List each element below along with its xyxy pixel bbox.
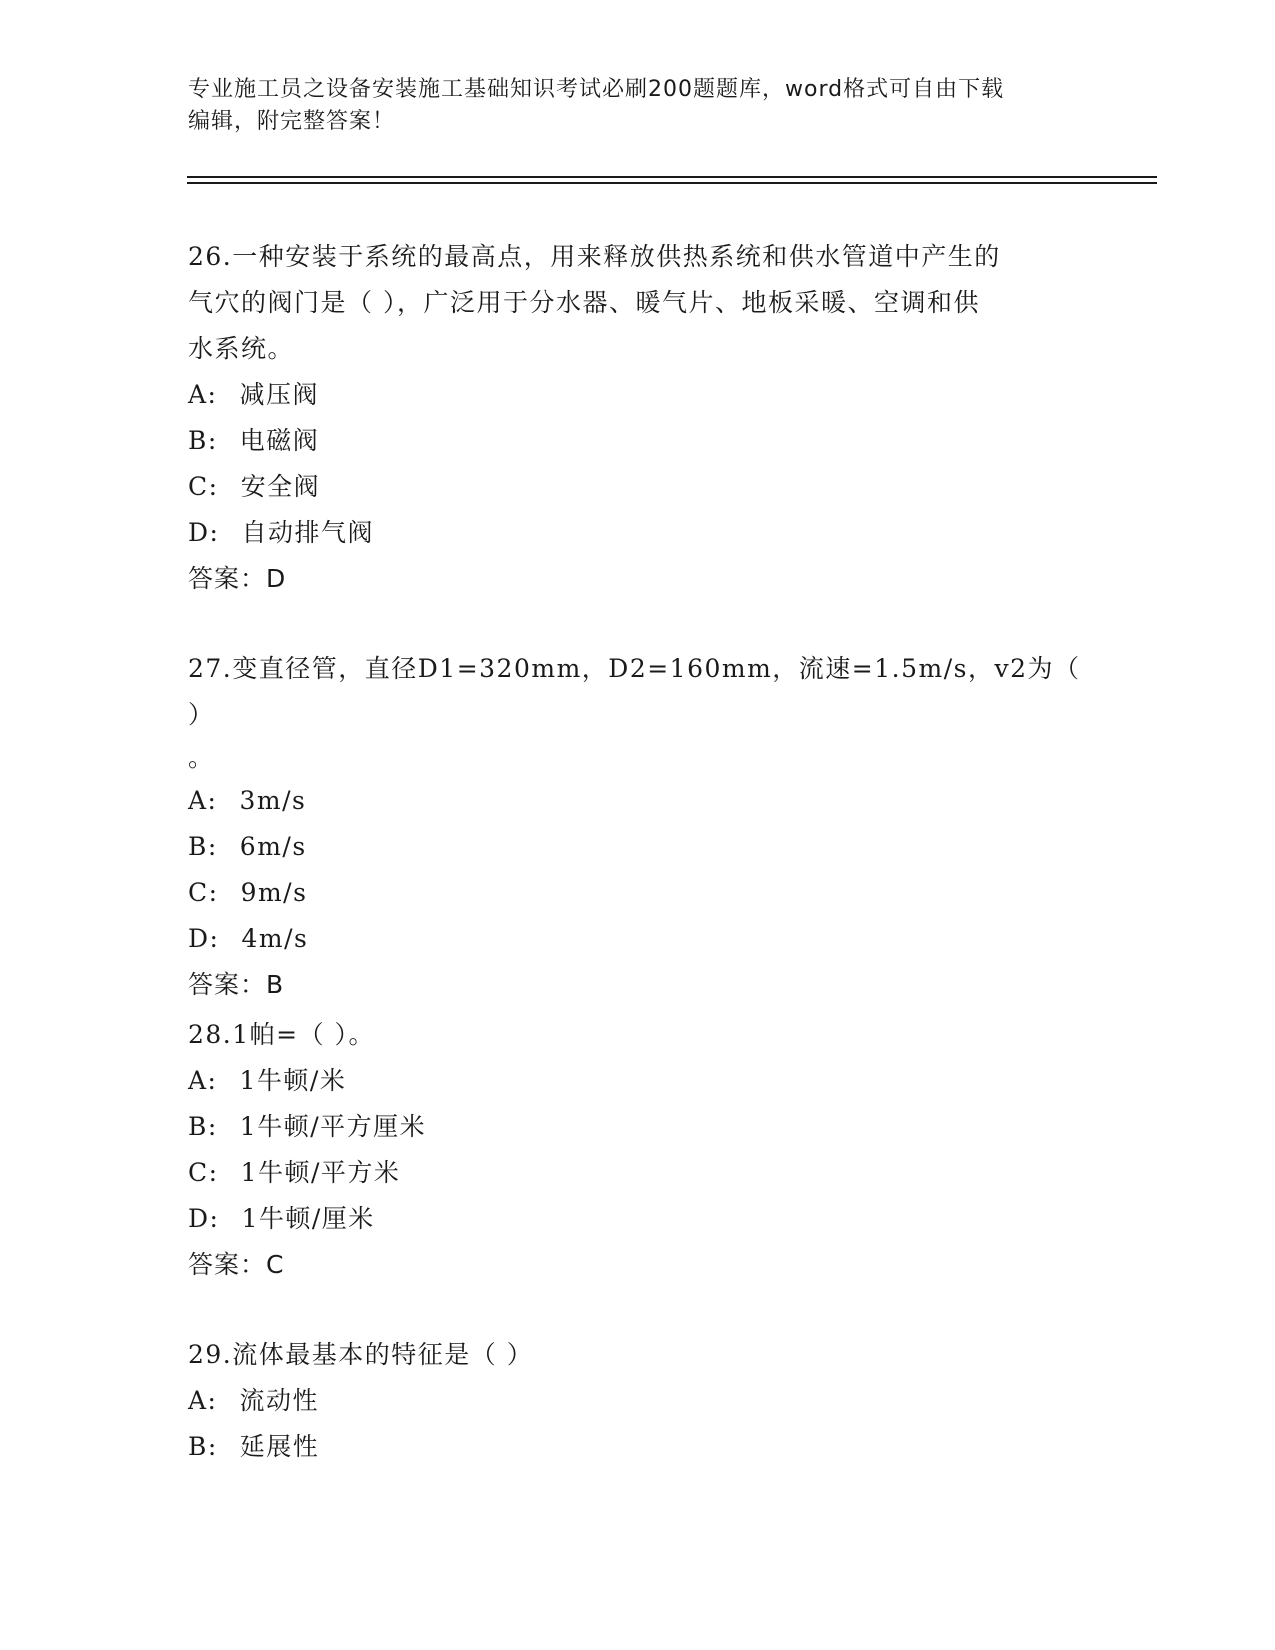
- header-divider-bottom: [187, 182, 1157, 184]
- header-title-line1: 专业施工员之设备安装施工基础知识考试必刷200题题库，word格式可自由下载: [188, 77, 1005, 102]
- option-a: [188, 1058, 1088, 1104]
- option-key: A:: [188, 1066, 218, 1095]
- option-d: [188, 1196, 1088, 1242]
- option-d: [188, 916, 1088, 962]
- option-text: 1牛顿/平方米: [240, 1158, 401, 1187]
- option-key: B:: [188, 832, 218, 861]
- question-stem-line: 29.流体最基本的特征是（ ）: [188, 1340, 534, 1369]
- answer-value: D: [266, 564, 287, 593]
- option-key: B:: [188, 1112, 218, 1141]
- option-c: [188, 464, 1088, 510]
- option-key: D:: [188, 1204, 220, 1233]
- option-c: [188, 870, 1088, 916]
- answer: [188, 962, 1088, 1008]
- question-stem-line: 气穴的阀门是（ ），广泛用于分水器、暖气片、地板采暖、空调和供: [188, 288, 980, 317]
- option-a: [188, 1378, 1088, 1424]
- option-key: A:: [188, 786, 218, 815]
- option-text: 减压阀: [239, 380, 319, 409]
- option-text: 1牛顿/厘米: [241, 1204, 375, 1233]
- option-key: C:: [188, 472, 219, 501]
- option-key: B:: [188, 426, 218, 455]
- answer-label: 答案：: [188, 564, 267, 593]
- question-stem-line: 。: [188, 743, 215, 772]
- question-stem-line: 27.变直径管，直径D1=320mm，D2=160mm，流速=1.5m/s，v2为（ ）: [188, 654, 1081, 729]
- header-title-line2: 编辑，附完整答案！: [188, 109, 396, 134]
- option-b: [188, 1104, 1088, 1150]
- option-key: A:: [188, 1386, 218, 1415]
- option-key: A:: [188, 380, 218, 409]
- option-a: [188, 778, 1088, 824]
- answer-value: B: [266, 970, 285, 999]
- option-d: [188, 510, 1088, 556]
- question-stem-line: 水系统。: [188, 334, 295, 363]
- question-26: [188, 234, 1088, 602]
- option-text: 电磁阀: [239, 426, 320, 455]
- answer: [188, 556, 1088, 602]
- question-stem-line: 26.一种安装于系统的最高点，用来释放供热系统和供水管道中产生的: [188, 242, 1001, 271]
- answer-value: C: [266, 1250, 285, 1279]
- answer: [188, 1242, 1088, 1288]
- header-divider-top: [187, 176, 1157, 178]
- question-stem-line: 28.1帕=（ ）。: [188, 1020, 376, 1049]
- option-key: D:: [188, 924, 220, 953]
- answer-label: 答案：: [188, 970, 267, 999]
- option-text: 9m/s: [240, 878, 308, 907]
- option-text: 3m/s: [239, 786, 307, 815]
- question-27: [188, 646, 1088, 1008]
- option-b: [188, 1424, 1088, 1470]
- option-b: [188, 824, 1088, 870]
- option-a: [188, 372, 1088, 418]
- option-text: 自动排气阀: [241, 518, 374, 547]
- option-text: 流动性: [239, 1386, 319, 1415]
- option-key: C:: [188, 878, 219, 907]
- document-header: [188, 74, 1068, 138]
- option-text: 1牛顿/米: [239, 1066, 347, 1095]
- question-29: [188, 1332, 1088, 1470]
- option-text: 6m/s: [239, 832, 307, 861]
- option-c: [188, 1150, 1088, 1196]
- option-key: C:: [188, 1158, 219, 1187]
- option-key: B:: [188, 1432, 218, 1461]
- option-b: [188, 418, 1088, 464]
- answer-label: 答案：: [188, 1250, 267, 1279]
- option-text: 安全阀: [240, 472, 321, 501]
- question-28: [188, 1012, 1088, 1288]
- option-text: 延展性: [239, 1432, 320, 1461]
- option-text: 1牛顿/平方厘米: [239, 1112, 427, 1141]
- option-key: D:: [188, 518, 220, 547]
- option-text: 4m/s: [241, 924, 309, 953]
